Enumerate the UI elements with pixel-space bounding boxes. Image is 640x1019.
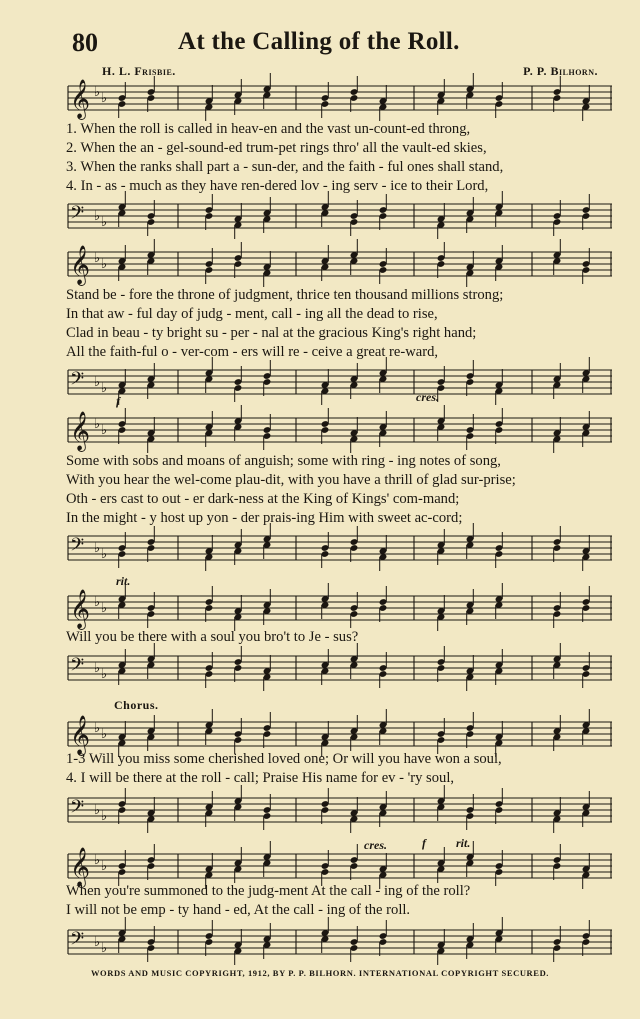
crescendo-marking: cres. xyxy=(364,838,387,852)
lyric-line: 4. In - as - much as they have ren-dered lov - ing serv - ice to their Lord, xyxy=(66,178,489,194)
flat-icon: ♭ xyxy=(94,852,101,867)
bass-clef-icon: 𝄢 xyxy=(70,929,85,954)
flat-icon: ♭ xyxy=(94,934,101,949)
flat-icon: ♭ xyxy=(101,726,108,741)
chorus-label: Chorus. xyxy=(114,698,159,712)
treble-clef-icon: 𝄞 xyxy=(70,79,91,119)
treble-staff xyxy=(66,246,614,286)
lyric-line: 3. When the ranks shall part a - sun-der, and the faith - ful ones shall stand, xyxy=(66,159,504,175)
bass-staff xyxy=(66,530,614,570)
lyric-line: When you're summoned to the judg-ment At the call - ing of the roll? xyxy=(66,883,471,899)
flat-icon: ♭ xyxy=(101,422,108,437)
verse-lyrics xyxy=(66,120,614,196)
flat-icon: ♭ xyxy=(101,940,108,955)
composer: P. P. Bilhorn. xyxy=(523,64,598,78)
flat-icon: ♭ xyxy=(94,208,101,223)
flat-icon: ♭ xyxy=(94,720,101,735)
treble-clef-icon: 𝄞 xyxy=(70,245,91,285)
lyric-line: Clad in beau - ty bright su - per - nal at the gracious King's right hand; xyxy=(66,325,477,341)
chorus-lyrics xyxy=(66,750,614,788)
lyric-line: 1. When the roll is called in heav-en and the vast un-count-ed throng, xyxy=(66,121,471,137)
flat-icon: ♭ xyxy=(101,808,108,823)
lyric-line: Will you be there with a soul you bro't to Je - sus? xyxy=(66,629,359,645)
lyric-line: In that aw - ful day of judg - ment, call - ing all the dead to rise, xyxy=(66,306,438,322)
treble-clef-icon: 𝄞 xyxy=(70,847,91,887)
lyric-line: 2. When the an - gel-sound-ed trum-pet rings thro' all the vault-ed skies, xyxy=(66,140,487,156)
flat-icon: ♭ xyxy=(94,374,101,389)
treble-staff xyxy=(66,80,614,120)
bass-clef-icon: 𝄢 xyxy=(70,203,85,228)
bass-staff xyxy=(66,924,614,964)
treble-clef-icon: 𝄞 xyxy=(70,589,91,629)
copyright-footer: WORDS AND MUSIC COPYRIGHT, 1912, BY P. P. BILHORN. INTERNATIONAL COPYRIGHT SECURED. xyxy=(90,968,550,978)
lyric-line: Some with sobs and moans of anguish; some with ring - ing notes of song, xyxy=(66,453,501,469)
bass-staff xyxy=(66,198,614,238)
flat-icon: ♭ xyxy=(101,256,108,271)
flat-icon: ♭ xyxy=(94,594,101,609)
ritardando-marking: rit. xyxy=(456,836,471,850)
crescendo-marking: cres. xyxy=(416,390,439,404)
lyric-line: 4. I will be there at the roll - call; Praise His name for ev - 'ry soul, xyxy=(66,770,455,786)
flat-icon: ♭ xyxy=(101,600,108,615)
flat-icon: ♭ xyxy=(101,666,108,681)
verse-lyrics xyxy=(66,286,614,362)
flat-icon: ♭ xyxy=(94,416,101,431)
lyric-line: All the faith-ful o - ver-com - ers will re - ceive a great re-ward, xyxy=(66,344,439,360)
lyricist: H. L. Frisbie. xyxy=(102,64,176,78)
hymn-title: At the Calling of the Roll. xyxy=(178,28,460,55)
lyric-line: With you hear the wel-come plau-dit, with you have a thrill of glad sur-prise; xyxy=(66,472,516,488)
lyric-line: Stand be - fore the throne of judgment, thrice ten thousand millions strong; xyxy=(66,287,504,303)
bass-staff xyxy=(66,650,614,690)
flat-icon: ♭ xyxy=(94,84,101,99)
ritardando-marking: rit. xyxy=(116,574,131,588)
chorus-lyrics xyxy=(66,882,614,920)
flat-icon: ♭ xyxy=(101,546,108,561)
flat-icon: ♭ xyxy=(94,660,101,675)
lyric-line: In the might - y host up yon - der prais-ing Him with sweet ac-cord; xyxy=(66,510,463,526)
treble-clef-icon: 𝄞 xyxy=(70,411,91,451)
flat-icon: ♭ xyxy=(101,90,108,105)
lyric-line: 1-3 Will you miss some cherished loved one; Or will you have won a soul, xyxy=(66,751,502,767)
treble-staff xyxy=(66,412,614,452)
forte-marking: f xyxy=(116,394,120,408)
bass-clef-icon: 𝄢 xyxy=(70,535,85,560)
flat-icon: ♭ xyxy=(101,214,108,229)
bass-clef-icon: 𝄢 xyxy=(70,369,85,394)
lyric-line: Oth - ers cast to out - er dark-ness at the King of Kings' com-mand; xyxy=(66,491,460,507)
hymn-number: 80 xyxy=(72,28,98,57)
bass-staff xyxy=(66,792,614,832)
flat-icon: ♭ xyxy=(94,250,101,265)
lyric-line: I will not be emp - ty hand - ed, At the call - ing of the roll. xyxy=(66,902,411,918)
flat-icon: ♭ xyxy=(94,802,101,817)
bass-clef-icon: 𝄢 xyxy=(70,797,85,822)
flat-icon: ♭ xyxy=(94,540,101,555)
flat-icon: ♭ xyxy=(101,380,108,395)
treble-staff xyxy=(66,590,614,630)
verse-lyrics xyxy=(66,628,614,647)
flat-icon: ♭ xyxy=(101,858,108,873)
forte-marking: f xyxy=(422,836,426,850)
treble-clef-icon: 𝄞 xyxy=(70,715,91,755)
verse-lyrics xyxy=(66,452,614,528)
bass-clef-icon: 𝄢 xyxy=(70,655,85,680)
bass-staff xyxy=(66,364,614,404)
